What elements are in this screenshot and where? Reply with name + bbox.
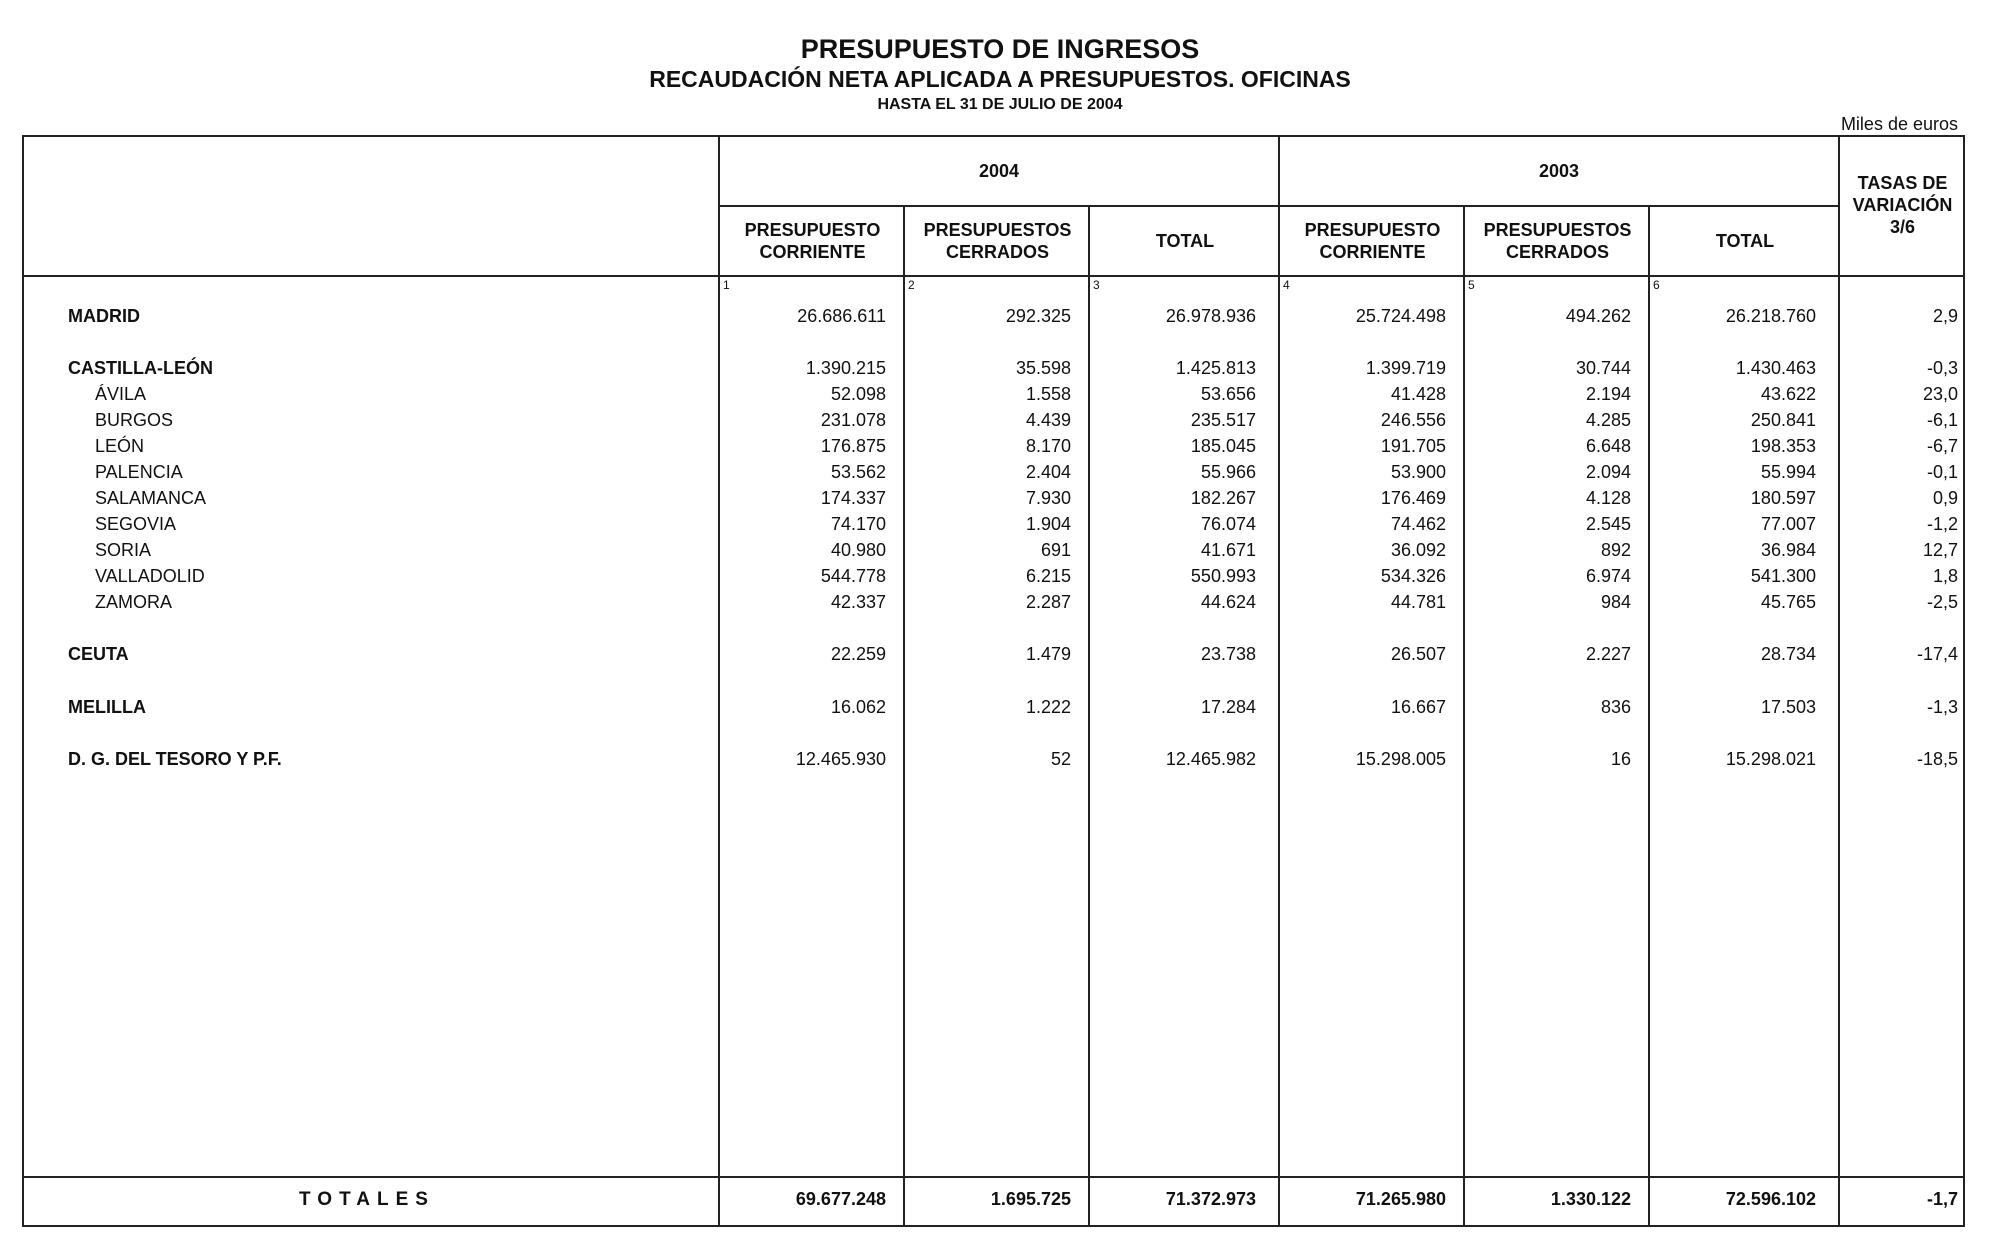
row-label: ZAMORA — [95, 592, 173, 612]
row-label: VALLADOLID — [95, 566, 205, 586]
table-cell: 1.904 — [1025, 514, 1071, 534]
table-cell: 17.284 — [1200, 697, 1256, 717]
header-year-2003: 2003 — [1538, 161, 1580, 181]
table-cell: 77.007 — [1760, 514, 1816, 534]
table-cell: 43.622 — [1760, 384, 1816, 404]
row-label: D. G. DEL TESORO Y P.F. — [68, 749, 282, 769]
table-cell: 4.439 — [1025, 410, 1071, 430]
table-cell: 76.074 — [1200, 514, 1256, 534]
table-cell: 44.781 — [1390, 592, 1446, 612]
table-cell: 15.298.005 — [1355, 749, 1446, 769]
table-cell: 16.667 — [1390, 697, 1446, 717]
table-cell: 191.705 — [1380, 436, 1446, 456]
table-cell: 6.974 — [1585, 566, 1631, 586]
table-cell: -6,7 — [1926, 436, 1958, 456]
table-cell: 8.170 — [1025, 436, 1071, 456]
unit-label: Miles de euros — [1840, 114, 1958, 134]
table-cell: 25.724.498 — [1355, 306, 1446, 326]
row-label: CEUTA — [68, 644, 129, 664]
table-cell: -1,3 — [1926, 697, 1958, 717]
grid-line — [718, 135, 720, 1227]
grid-line — [1278, 135, 1280, 1227]
table-cell: 52.098 — [830, 384, 886, 404]
row-label: MADRID — [68, 306, 140, 326]
table-cell: 53.900 — [1390, 462, 1446, 482]
table-cell: 174.337 — [820, 488, 886, 508]
table-cell: 4.285 — [1585, 410, 1631, 430]
table-cell: 1.558 — [1025, 384, 1071, 404]
column-number: 6 — [1653, 278, 1660, 292]
table-cell: 176.875 — [820, 436, 886, 456]
table-cell: 6.648 — [1585, 436, 1631, 456]
totals-value: 72.596.102 — [1725, 1189, 1816, 1209]
table-cell: 16 — [1610, 749, 1631, 769]
row-label: PALENCIA — [95, 462, 183, 482]
table-cell: 541.300 — [1750, 566, 1816, 586]
header-total-2003: TOTAL — [1715, 231, 1775, 251]
header-total-2004: TOTAL — [1155, 231, 1215, 251]
header-pcerr-2003: PRESUPUESTOS CERRADOS — [1483, 220, 1632, 262]
table-cell: 17.503 — [1760, 697, 1816, 717]
table-cell: -17,4 — [1916, 644, 1958, 664]
table-cell: -1,2 — [1926, 514, 1958, 534]
table-cell: 182.267 — [1190, 488, 1256, 508]
table-cell: 984 — [1600, 592, 1631, 612]
column-number: 3 — [1093, 278, 1100, 292]
totals-value: 71.265.980 — [1355, 1189, 1446, 1209]
table-cell: 231.078 — [820, 410, 886, 430]
header-pc-2003: PRESUPUESTO CORRIENTE — [1304, 220, 1441, 262]
table-cell: 22.259 — [830, 644, 886, 664]
table-cell: 45.765 — [1760, 592, 1816, 612]
table-cell: 534.326 — [1380, 566, 1446, 586]
table-cell: -6,1 — [1926, 410, 1958, 430]
row-label: SORIA — [95, 540, 152, 560]
table-cell: 1,8 — [1932, 566, 1958, 586]
grid-line — [1088, 205, 1090, 1227]
table-cell: 2.287 — [1025, 592, 1071, 612]
table-cell: 15.298.021 — [1725, 749, 1816, 769]
row-label: CASTILLA-LEÓN — [68, 358, 213, 378]
table-cell: -0,1 — [1926, 462, 1958, 482]
totals-value: 1.695.725 — [990, 1189, 1071, 1209]
table-cell: 26.978.936 — [1165, 306, 1256, 326]
table-cell: 2.404 — [1025, 462, 1071, 482]
table-cell: 176.469 — [1380, 488, 1446, 508]
table-cell: 26.507 — [1390, 644, 1446, 664]
table-cell: 246.556 — [1380, 410, 1446, 430]
table-cell: 2.194 — [1585, 384, 1631, 404]
table-cell: 41.428 — [1390, 384, 1446, 404]
table-cell: 1.222 — [1025, 697, 1071, 717]
grid-line — [1838, 135, 1840, 1227]
table-cell: 74.462 — [1390, 514, 1446, 534]
table-cell: 1.479 — [1025, 644, 1071, 664]
table-cell: -18,5 — [1916, 749, 1958, 769]
table-cell: 7.930 — [1025, 488, 1071, 508]
column-number: 2 — [908, 278, 915, 292]
table-cell: 52 — [1050, 749, 1071, 769]
table-cell: 53.656 — [1200, 384, 1256, 404]
table-cell: 12.465.930 — [795, 749, 886, 769]
totals-value: 71.372.973 — [1165, 1189, 1256, 1209]
report-period: HASTA EL 31 DE JULIO DE 2004 — [877, 96, 1123, 113]
header-year-2004: 2004 — [978, 161, 1020, 181]
row-label: SEGOVIA — [95, 514, 177, 534]
table-cell: 12,7 — [1922, 540, 1958, 560]
table-cell: 26.686.611 — [797, 306, 886, 326]
row-label: MELILLA — [68, 697, 146, 717]
table-cell: 42.337 — [830, 592, 886, 612]
column-number: 4 — [1283, 278, 1290, 292]
table-cell: 550.993 — [1190, 566, 1256, 586]
table-cell: 1.399.719 — [1365, 358, 1446, 378]
table-cell: 250.841 — [1750, 410, 1816, 430]
totals-value: 69.677.248 — [795, 1189, 886, 1209]
table-cell: 16.062 — [830, 697, 886, 717]
table-cell: 494.262 — [1565, 306, 1631, 326]
table-frame — [22, 135, 1965, 1227]
table-cell: 6.215 — [1025, 566, 1071, 586]
table-cell: 36.092 — [1390, 540, 1446, 560]
table-cell: 36.984 — [1760, 540, 1816, 560]
header-pcerr-2004: PRESUPUESTOS CERRADOS — [923, 220, 1072, 262]
table-cell: 26.218.760 — [1725, 306, 1816, 326]
table-cell: 2.227 — [1585, 644, 1631, 664]
table-cell: 2.094 — [1585, 462, 1631, 482]
table-cell: 4.128 — [1585, 488, 1631, 508]
table-cell: -2,5 — [1926, 592, 1958, 612]
table-cell: 0,9 — [1932, 488, 1958, 508]
totals-value: -1,7 — [1926, 1189, 1958, 1209]
report-title: PRESUPUESTO DE INGRESOS — [800, 34, 1200, 64]
table-cell: 235.517 — [1190, 410, 1256, 430]
grid-line — [903, 205, 905, 1227]
table-cell: 41.671 — [1200, 540, 1256, 560]
table-cell: 836 — [1600, 697, 1631, 717]
column-number: 1 — [723, 278, 730, 292]
report-subtitle: RECAUDACIÓN NETA APLICADA A PRESUPUESTOS. OFICINAS — [649, 66, 1351, 92]
table-cell: 292.325 — [1005, 306, 1071, 326]
header-pc-2004: PRESUPUESTO CORRIENTE — [744, 220, 881, 262]
table-cell: 12.465.982 — [1165, 749, 1256, 769]
table-cell: 185.045 — [1190, 436, 1256, 456]
table-cell: 544.778 — [820, 566, 886, 586]
table-cell: 30.744 — [1575, 358, 1631, 378]
table-cell: 2,9 — [1932, 306, 1958, 326]
table-cell: 892 — [1600, 540, 1631, 560]
table-cell: 23,0 — [1922, 384, 1958, 404]
table-cell: 691 — [1040, 540, 1071, 560]
totals-value: 1.330.122 — [1550, 1189, 1631, 1209]
grid-line — [1463, 205, 1465, 1227]
table-cell: -0,3 — [1926, 358, 1958, 378]
header-rate: TASAS DE VARIACIÓN 3/6 — [1852, 173, 1953, 237]
table-cell: 2.545 — [1585, 514, 1631, 534]
table-cell: 1.430.463 — [1735, 358, 1816, 378]
table-cell: 180.597 — [1750, 488, 1816, 508]
row-label: SALAMANCA — [95, 488, 207, 508]
table-cell: 1.390.215 — [805, 358, 886, 378]
table-cell: 198.353 — [1750, 436, 1816, 456]
table-cell: 35.598 — [1015, 358, 1071, 378]
table-cell: 44.624 — [1200, 592, 1256, 612]
grid-line — [1648, 205, 1650, 1227]
column-number: 5 — [1468, 278, 1475, 292]
row-label: BURGOS — [95, 410, 174, 430]
table-cell: 53.562 — [830, 462, 886, 482]
grid-line — [22, 275, 1965, 277]
table-cell: 23.738 — [1200, 644, 1256, 664]
table-cell: 1.425.813 — [1175, 358, 1256, 378]
row-label: LEÓN — [95, 436, 145, 456]
grid-line — [22, 1176, 1965, 1178]
table-cell: 40.980 — [830, 540, 886, 560]
table-cell: 55.966 — [1200, 462, 1256, 482]
table-cell: 28.734 — [1760, 644, 1816, 664]
table-cell: 74.170 — [830, 514, 886, 534]
row-label: ÁVILA — [95, 384, 147, 404]
totals-label: TOTALES — [299, 1189, 435, 1210]
table-cell: 55.994 — [1760, 462, 1816, 482]
